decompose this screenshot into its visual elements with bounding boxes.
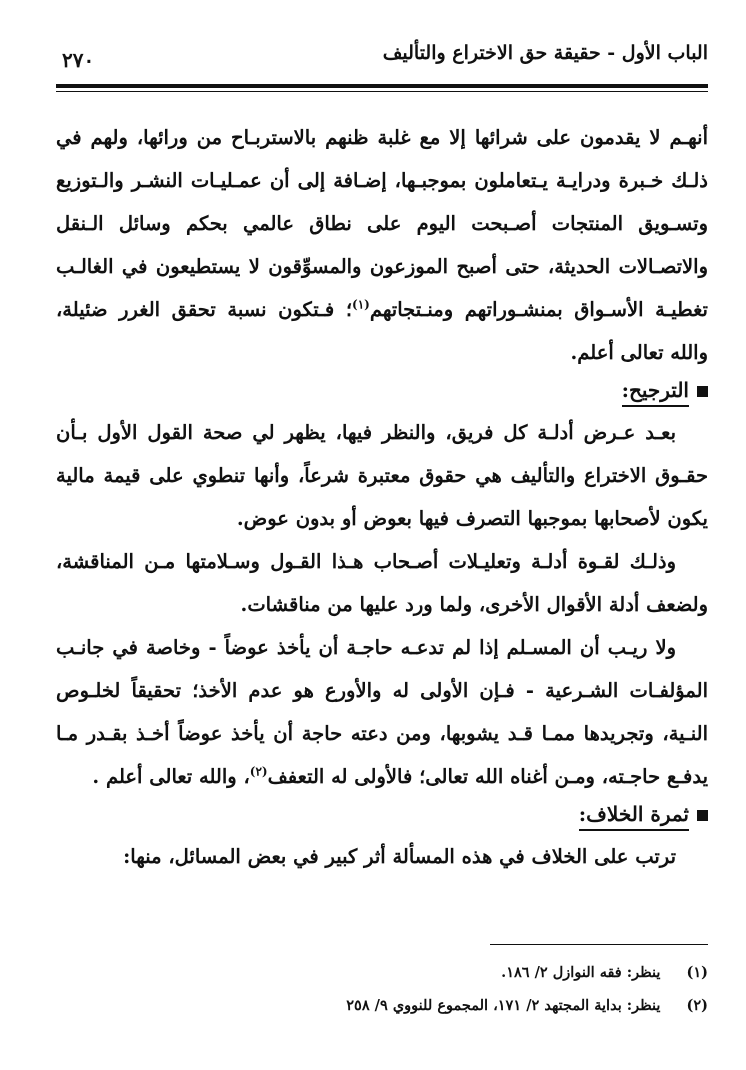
paragraph-3: وذلـك لقـوة أدلـة وتعليـلات أصـحاب هـذا القـول وسـلامتها مـن المناقشة، ولضعف أدلة الأقوال الأخرى، ولما ورد عليها من مناقشات. [56, 550, 708, 616]
footnote-separator [490, 944, 708, 945]
paragraph-4-text: ولا ريـب أن المسـلم إذا لم تدعـه حاجـة أن يأخذ عوضاً - وخاصة في جانـب المؤلفـات الشـرعية - فـإن الأولى له والأورع هو عدم الأخذ؛ تحقيقاً لخلـوص النـية، وتجريدها ممـا قـد يشوبها، ومن دعته حاجة أن يأخذ عوضاً أخـذ بقـدر مـا يدفـع حاجـته، ومـن أغناه الله تعالى؛ فالأولى له التعفف [56, 636, 708, 788]
paragraph-4-end: ، والله تعالى أعلم . [92, 765, 250, 788]
paragraph-1-end: ؛ فـتكون نسبة تحقق الغرر ضئيلة، والله تعالى أعلم. [56, 298, 708, 364]
running-title: الباب الأول - حقيقة حق الاختراع والتأليف [382, 42, 708, 64]
section-heading-tarjih-label: الترجيح: [622, 376, 689, 407]
section-heading-thamara-label: ثمرة الخلاف: [579, 800, 689, 831]
footnote-1 [56, 956, 708, 989]
paragraph-4 [56, 626, 708, 798]
footnote-2-number: (٢) [686, 997, 708, 1014]
page-number: ٢٧٠ [62, 48, 95, 72]
paragraph-1 [56, 116, 708, 374]
footnote-1-text: ينظر: فقه النوازل ٢/ ١٨٦. [501, 964, 661, 981]
section-heading-thamara [56, 800, 708, 831]
square-bullet-icon [697, 810, 708, 821]
paragraph-1-text: أنهـم لا يقدمون على شرائها إلا مع غلبة ظنهم بالاستربـاح من ورائها، ولهم في ذلـك خـبرة ودرايـة يـتعاملون بموجبـها، إضـافة إلى أن عمـليـات النشـر والـتوزيع وتسـويق المنتجات أصـبحت اليوم على نطاق عالمي بحكم وسائل الـنقل والاتصـالات الحديثة، حتى أصبح الموزعون والمسوِّقون لا يستطيعون في الغالـب تغطيـة الأسـواق بمنشـوراتهم ومنـتجاتهم [56, 126, 708, 321]
header-rule-thin [56, 91, 708, 92]
footnote-ref-1: (١) [352, 297, 370, 312]
page-header [56, 36, 708, 86]
footnote-2-text: ينظر: بداية المجتهد ٢/ ١٧١، المجموع للنووي ٩/ ٢٥٨ [346, 997, 661, 1014]
header-rule-thick [56, 84, 708, 88]
square-bullet-icon [697, 386, 708, 397]
footnotes [56, 956, 708, 1022]
paragraph-2: بعـد عـرض أدلـة كل فريق، والنظر فيها، يظهر لي صحة القول الأول بـأن حقـوق الاختراع والتأليف هي حقوق معتبرة شرعاً، وأنها تنطوي على قيمة مالية يكون لأصحابها بموجبها التصرف فيها بعوض أو بدون عوض. [56, 421, 708, 530]
footnote-2 [56, 989, 708, 1022]
section-heading-tarjih [56, 376, 708, 407]
main-text [56, 116, 708, 878]
paragraph-5: ترتب على الخلاف في هذه المسألة أثر كبير في بعض المسائل، منها: [123, 845, 676, 868]
footnote-1-number: (١) [686, 964, 708, 981]
footnote-ref-2: (٢) [249, 764, 268, 779]
